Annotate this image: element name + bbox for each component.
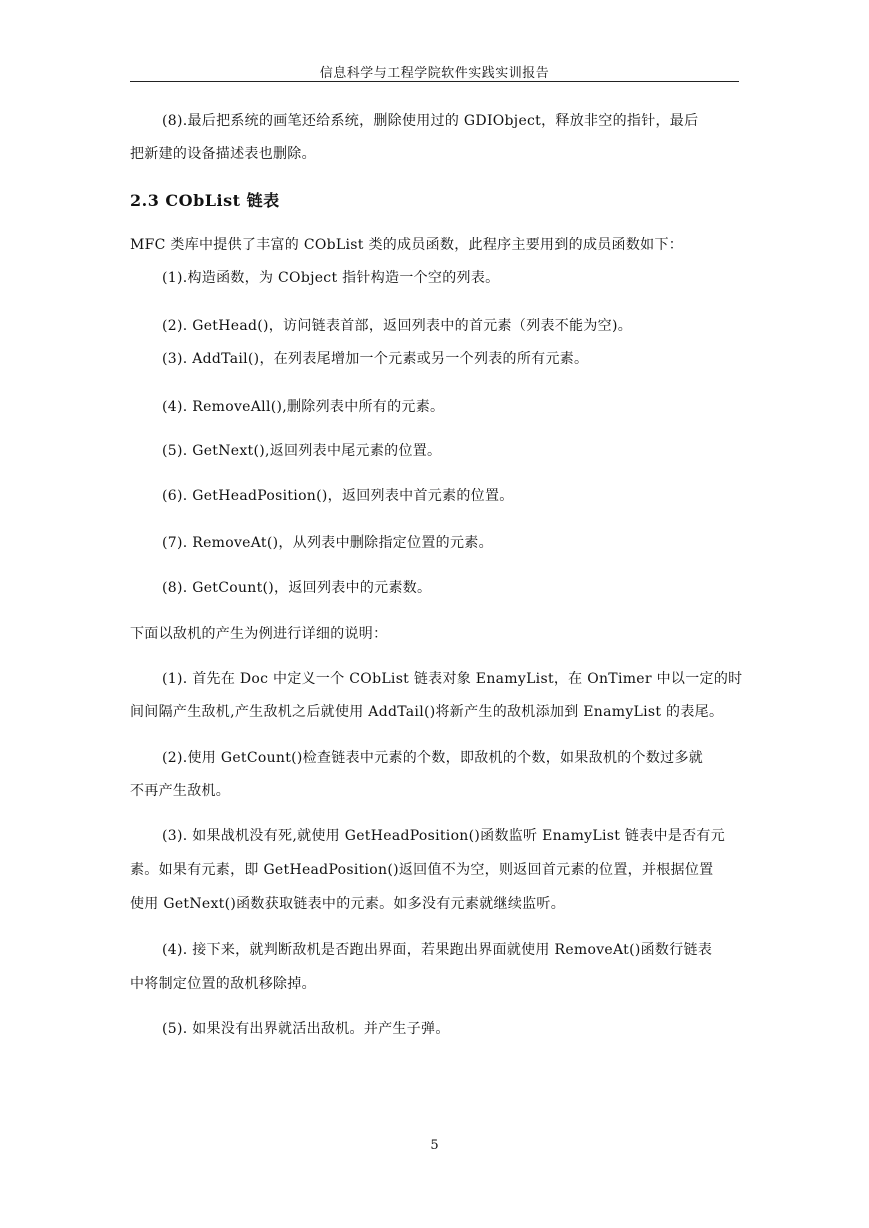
function-item-1: (1).构造函数，为 CObject 指针构造一个空的列表。: [162, 270, 500, 286]
step-4-line-1: (4). 接下来，就判断敌机是否跑出界面，若果跑出界面就使用 RemoveAt()函数行链表: [162, 942, 713, 958]
prev-step-8-line-1: (8).最后把系统的画笔还给系统，删除使用过的 GDIObject，释放非空的指针，最后: [162, 113, 699, 129]
function-item-3: (3). AddTail()，在列表尾增加一个元素或另一个列表的所有元素。: [162, 351, 589, 367]
page-number: 5: [430, 1138, 439, 1153]
step-3-line-1: (3). 如果战机没有死,就使用 GetHeadPosition()函数监听 EnamyList 链表中是否有元: [162, 828, 725, 844]
step-4-line-2: 中将制定位置的敌机移除掉。: [130, 976, 316, 992]
step-3-line-3: 使用 GetNext()函数获取链表中的元素。如多没有元素就继续监听。: [130, 896, 566, 912]
function-item-2: (2). GetHead()，访问链表首部，返回列表中的首元素（列表不能为空)。: [162, 318, 633, 334]
function-item-5: (5). GetNext(),返回列表中尾元素的位置。: [162, 443, 442, 459]
example-intro: 下面以敌机的产生为例进行详细的说明：: [130, 626, 388, 642]
function-item-4: (4). RemoveAll(),删除列表中所有的元素。: [162, 399, 445, 415]
step-2-line-2: 不再产生敌机。: [130, 783, 231, 799]
section-intro: MFC 类库中提供了丰富的 CObList 类的成员函数，此程序主要用到的成员函数如下：: [130, 237, 684, 253]
step-1-line-1: (1). 首先在 Doc 中定义一个 CObList 链表对象 EnamyList，在 OnTimer 中以一定的时: [162, 671, 743, 687]
page-header: 信息科学与工程学院软件实践实训报告: [319, 66, 550, 81]
step-1-line-2: 间间隔产生敌机,产生敌机之后就使用 AddTail()将新产生的敌机添加到 EnamyList 的表尾。: [130, 704, 724, 720]
function-item-7: (7). RemoveAt()，从列表中删除指定位置的元素。: [162, 535, 493, 551]
step-3-line-2: 素。如果有元素，即 GetHeadPosition()返回值不为空，则返回首元素的位置，并根据位置: [130, 862, 714, 878]
prev-step-8-line-2: 把新建的设备描述表也删除。: [130, 146, 316, 162]
function-item-6: (6). GetHeadPosition()，返回列表中首元素的位置。: [162, 488, 514, 504]
step-5-line-1: (5). 如果没有出界就活出敌机。并产生子弹。: [162, 1021, 450, 1037]
section-heading: 2.3 CObList 链表: [130, 191, 280, 210]
header-rule: [130, 81, 739, 82]
step-2-line-1: (2).使用 GetCount()检查链表中元素的个数，即敌机的个数，如果敌机的个数过多就: [162, 750, 704, 766]
function-item-8: (8). GetCount()，返回列表中的元素数。: [162, 580, 432, 596]
